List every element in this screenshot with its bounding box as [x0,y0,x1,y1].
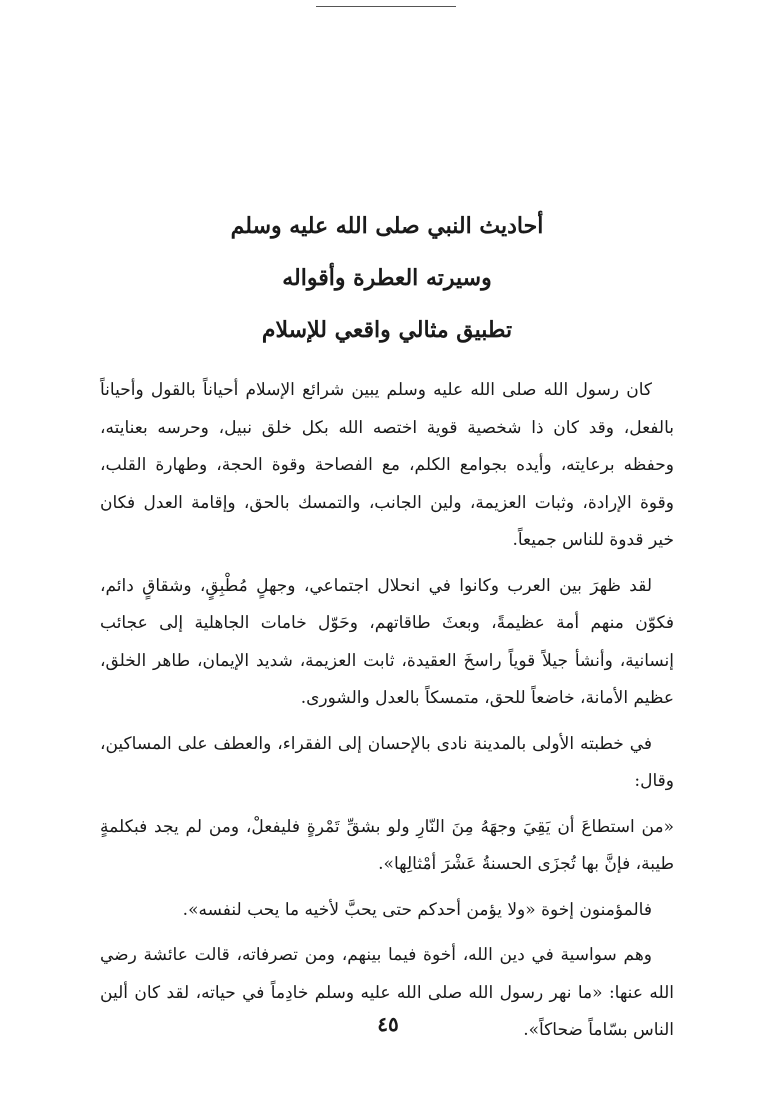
paragraph-6: وهم سواسية في دين الله، أخوة فيما بينهم، ومن تصرفاته، قالت عائشة رضي الله عنها: «ما نهر رسول الله صلى الله عليه وسلم خادِماً في حياته، لقد كان ألين الناس بسّاماً ضحاكاً». [100,945,674,1040]
paragraph-5: فالمؤمنون إخوة «ولا يؤمن أحدكم حتى يحبَّ لأخيه ما يحب لنفسه». [182,899,652,920]
paragraph-2: لقد ظهرَ بين العرب وكانوا في انحلال اجتماعي، وجهلٍ مُطْبِقٍ، وشقاقٍ دائم، فكوّن منهم أمة عظيمةً، وبعثَ طاقاتهم، وحَوّل خامات الجاهلية إلى عجائب إنسانية، وأنشأ جيلاً قوياً راسخَ العقيدة، ثابت العزيمة، شديد الإيمان، طاهر الخلق، عظيم الأمانة، خاضعاً للحق، متمسكاً بالعدل والشورى. [100,575,674,708]
paragraph-1: كان رسول الله صلى الله عليه وسلم يبين شرائع الإسلام أحياناً بالقول وأحياناً بالفعل، وقد كان ذا شخصية قوية اختصه الله بكل خلق نبيل، وحرسه بعنايته، وحفظه برعايته، وأيده بجوامع الكلم، مع الفصاحة وقوة الحجة، وطهارة القلب، وقوة الإرادة، وثبات العزيمة، ولين الجانب، والتمسك بالحق، وإقامة العدل فكان خير قدوة للناس جميعاً. [100,380,674,550]
title-block [100,200,674,356]
hadith-quote-1: «من استطاعَ أن يَقِيَ وجهَهُ مِنَ النّارِ ولو بشقِّ تَمْرةٍ فليفعلْ، ومن لم يجد فبكلمةٍ طيبة، فإنَّ بها تُجزَى الحسنةُ عَشْرَ أمْثالِها». [100,816,674,874]
page-body [100,200,674,1058]
page-number: ٤٥ [377,1012,399,1036]
paragraph-3: في خطبته الأولى بالمدينة نادى بالإحسان إلى الفقراء، والعطف على المساكين، وقال: [100,733,674,791]
top-rule [316,6,456,7]
title-line-3: تطبيق مثالي واقعي للإسلام [261,317,513,343]
title-line-2: وسيرته العطرة وأقواله [282,265,492,291]
title-line-1: أحاديث النبي صلى الله عليه وسلم [230,213,544,239]
